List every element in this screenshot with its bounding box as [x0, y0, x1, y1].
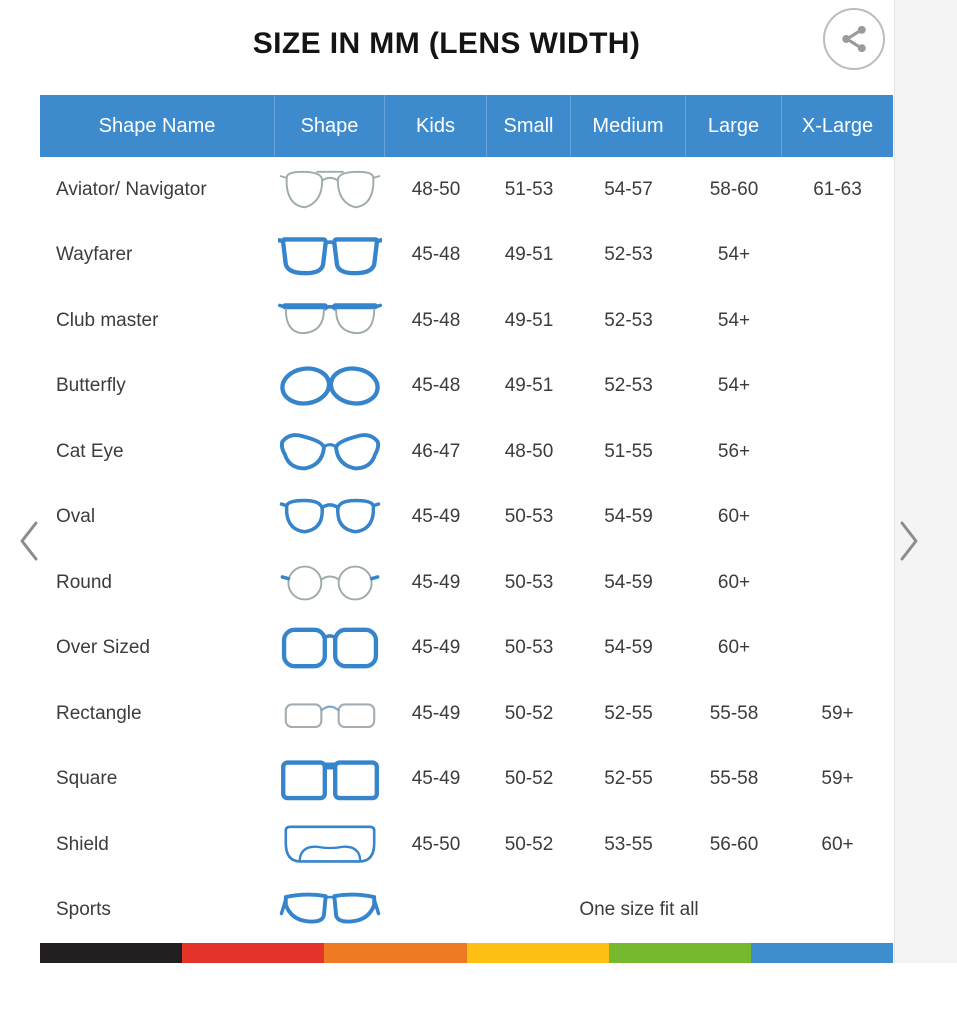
size-medium: 52-55 — [604, 702, 653, 724]
size-kids: 45-49 — [411, 506, 461, 528]
table-row — [40, 288, 893, 354]
table-row — [40, 812, 893, 878]
column-header-x-large: X-Large — [801, 114, 874, 137]
shape-name: Sports — [56, 899, 111, 921]
column-header-kids: Kids — [385, 95, 487, 157]
page-title: SIZE IN MM (LENS WIDTH) — [252, 27, 641, 60]
size-x-large: 61-63 — [813, 178, 862, 200]
size-kids: 45-49 — [411, 571, 461, 593]
aviator-glasses-icon — [275, 164, 385, 216]
shape-name: Shield — [56, 833, 109, 855]
table-row — [40, 747, 893, 813]
size-small: 50-52 — [504, 833, 554, 855]
square-glasses-icon — [275, 753, 385, 805]
size-small: 49-51 — [504, 309, 554, 331]
table-row — [40, 485, 893, 551]
shape-name: Round — [56, 571, 112, 593]
page-background-gutter — [894, 0, 957, 963]
table-row — [40, 616, 893, 682]
stripe-segment-green — [609, 943, 751, 963]
size-kids: 45-49 — [411, 702, 461, 724]
shape-name: Wayfarer — [56, 244, 133, 266]
one-size-note: One size fit all — [579, 899, 699, 921]
brand-color-stripe — [40, 943, 893, 963]
table-row — [40, 550, 893, 616]
table-header-row — [40, 95, 893, 157]
size-kids: 45-48 — [411, 244, 461, 266]
size-large: 60+ — [717, 506, 751, 528]
next-slide-button[interactable] — [892, 517, 926, 565]
column-header-shape-name: Shape Name — [40, 95, 275, 157]
stripe-segment-blue — [751, 943, 893, 963]
size-medium: 52-53 — [604, 244, 653, 266]
sports-glasses-icon — [275, 884, 385, 936]
size-medium: 54-59 — [604, 571, 653, 593]
oversized-glasses-icon — [275, 622, 385, 674]
size-medium: 52-55 — [604, 768, 653, 790]
column-header-small: Small — [487, 95, 571, 157]
size-small: 51-53 — [504, 178, 554, 200]
table-row — [40, 223, 893, 289]
size-kids: 45-49 — [411, 768, 461, 790]
size-x-large: 59+ — [821, 702, 854, 724]
size-large: 54+ — [717, 375, 751, 397]
size-small: 50-53 — [504, 571, 554, 593]
shape-name: Butterfly — [56, 375, 126, 397]
size-large: 55-58 — [709, 768, 759, 790]
table-row — [40, 157, 893, 223]
table-row — [40, 419, 893, 485]
table-row — [40, 681, 893, 747]
size-large: 55-58 — [709, 702, 759, 724]
size-kids: 45-48 — [411, 309, 461, 331]
size-large: 60+ — [717, 637, 751, 659]
column-header-large: Large — [686, 95, 782, 157]
shape-name: Cat Eye — [56, 440, 124, 462]
size-large: 60+ — [717, 571, 751, 593]
size-kids: 48-50 — [411, 178, 461, 200]
size-chart-table — [40, 95, 893, 943]
share-icon — [837, 22, 871, 56]
stripe-segment-orange — [324, 943, 466, 963]
previous-slide-button[interactable] — [12, 517, 46, 565]
size-medium: 53-55 — [604, 833, 653, 855]
chevron-left-icon — [16, 519, 42, 563]
shield-glasses-icon — [275, 819, 385, 871]
size-large: 54+ — [717, 309, 751, 331]
size-small: 50-53 — [504, 637, 554, 659]
size-medium: 54-59 — [604, 506, 653, 528]
shape-name: Square — [56, 768, 118, 790]
shape-name: Oval — [56, 506, 96, 528]
size-large: 58-60 — [709, 178, 759, 200]
oval-glasses-icon — [275, 491, 385, 543]
size-large: 56+ — [717, 440, 751, 462]
size-small: 50-53 — [504, 506, 554, 528]
round-glasses-icon — [275, 557, 385, 609]
size-kids: 45-49 — [411, 637, 461, 659]
size-small: 50-52 — [504, 768, 554, 790]
stripe-segment-yellow — [467, 943, 609, 963]
column-header-medium: Medium — [571, 95, 686, 157]
size-small: 50-52 — [504, 702, 554, 724]
size-medium: 54-57 — [604, 178, 653, 200]
shape-name: Club master — [56, 309, 159, 331]
size-small: 48-50 — [504, 440, 554, 462]
size-large: 54+ — [717, 244, 751, 266]
clubmaster-glasses-icon — [275, 295, 385, 347]
shape-name: Over Sized — [56, 637, 150, 659]
size-small: 49-51 — [504, 375, 554, 397]
size-kids: 45-48 — [411, 375, 461, 397]
size-x-large: 60+ — [821, 833, 854, 855]
chevron-right-icon — [896, 519, 922, 563]
stripe-segment-black — [40, 943, 182, 963]
table-row — [40, 878, 893, 944]
share-button[interactable] — [823, 8, 885, 70]
size-small: 49-51 — [504, 244, 554, 266]
wayfarer-glasses-icon — [275, 229, 385, 281]
size-medium: 52-53 — [604, 309, 653, 331]
table-row — [40, 354, 893, 420]
column-header-shape: Shape — [275, 95, 385, 157]
size-large: 56-60 — [709, 833, 759, 855]
butterfly-glasses-icon — [275, 360, 385, 412]
rectangle-glasses-icon — [275, 688, 385, 740]
shape-name: Aviator/ Navigator — [56, 178, 207, 200]
size-kids: 46-47 — [411, 440, 461, 462]
size-medium: 54-59 — [604, 637, 653, 659]
cateye-glasses-icon — [275, 426, 385, 478]
size-x-large: 59+ — [821, 768, 854, 790]
size-medium: 52-53 — [604, 375, 653, 397]
size-medium: 51-55 — [604, 440, 653, 462]
size-kids: 45-50 — [411, 833, 461, 855]
stripe-segment-red — [182, 943, 324, 963]
shape-name: Rectangle — [56, 702, 142, 724]
